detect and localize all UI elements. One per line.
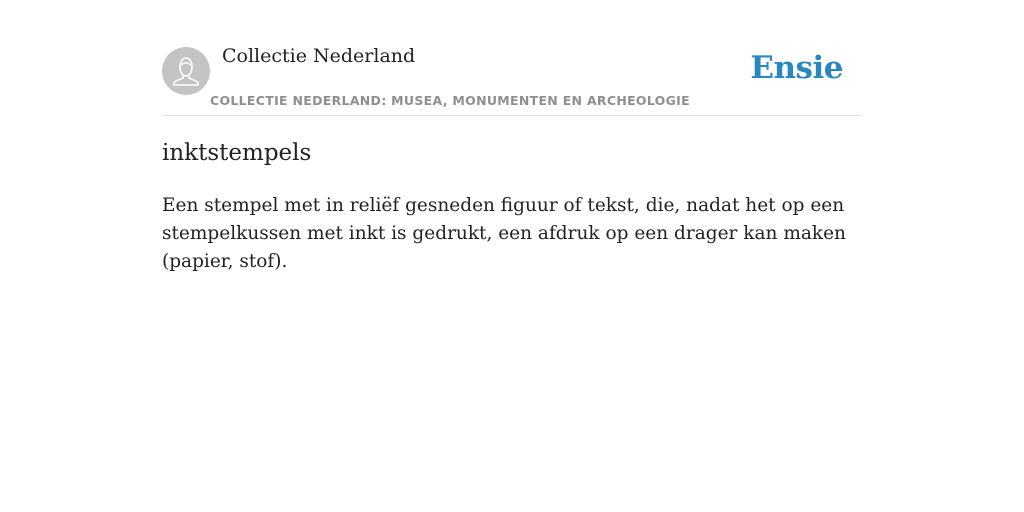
user-silhouette-icon (162, 47, 210, 95)
avatar[interactable] (162, 47, 210, 95)
collection-name[interactable]: COLLECTIE NEDERLAND: MUSEA, MONUMENTEN EN ARCHEOLOGIE (210, 93, 690, 108)
page-container (162, 0, 862, 272)
ensie-logo[interactable]: Ensie (750, 50, 843, 86)
entry-definition: Een stempel met in reliëf gesneden figuur of tekst, die, nadat het op een stempelkussen met inkt is gedrukt, een afdruk op een drager kan maken (papier, stof). (162, 195, 846, 272)
entry-header (162, 0, 862, 116)
author-name[interactable]: Collectie Nederland (222, 45, 416, 67)
entry-title: inktstempels (162, 140, 312, 166)
